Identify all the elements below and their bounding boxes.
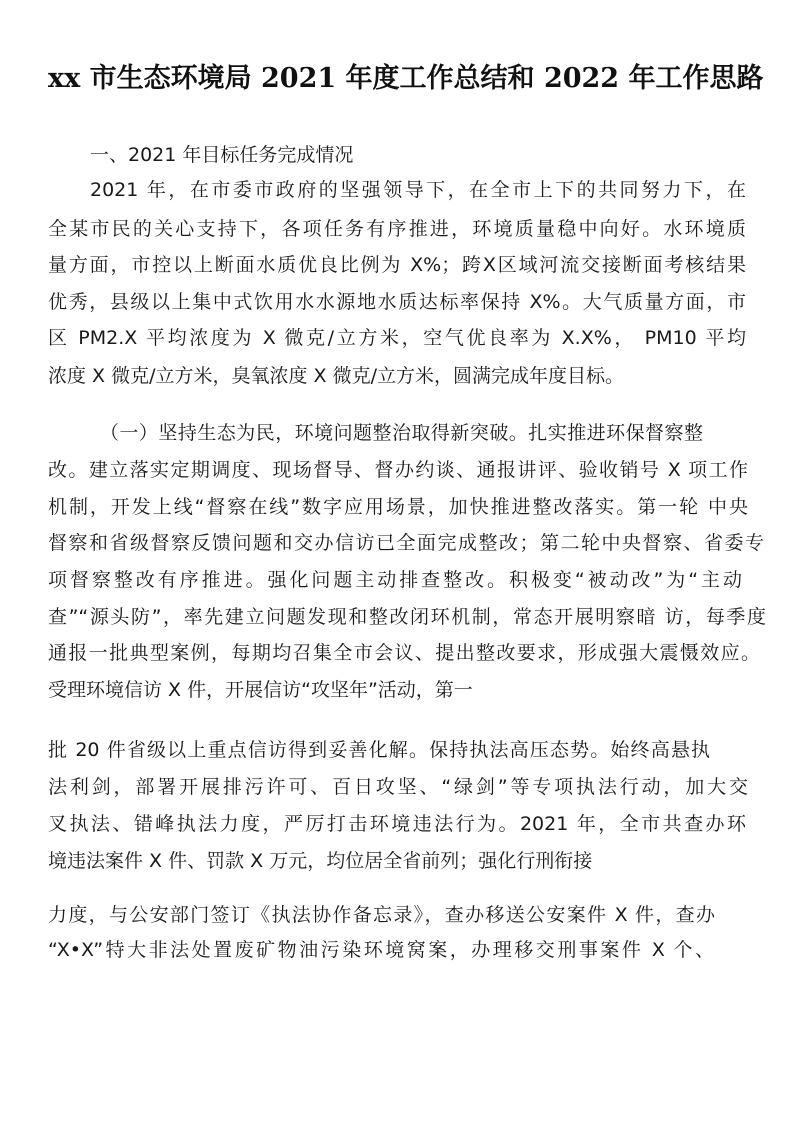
text-line: 法利剑，部署开展排污许可、百日攻坚、“绿剑”等专项执法行动，加大交 (48, 776, 748, 798)
text-line: 2021 年，在市委市政府的坚强领导下，在全市上下的共同努力下，在 (90, 179, 746, 201)
text-line: 改。建立落实定期调度、现场督导、督办约谈、通报讲评、验收销号 X 项工作 (48, 459, 748, 481)
text-line: 量方面，市控以上断面水质优良比例为 X%；跨X区域河流交接断面考核结果 (48, 254, 746, 276)
text-line: “X•X”特大非法处置废矿物油污染环境窝案，办理移交刑事案件 X 个、 (48, 939, 714, 961)
text-line: 境违法案件 X 件、罚款 X 万元，均位居全省前列；强化行刑衔接 (48, 850, 593, 872)
text-line: 区 PM2.X 平均浓度为 X 微克/立方米，空气优良率为 X.X%， PM10 平均 (48, 327, 746, 349)
text-line: 督察和省级督察反馈问题和交办信访已全面完成整改；第二轮中央督察、省委专 (48, 532, 764, 554)
text-line: 力度，与公安部门签订《执法协作备忘录》，查办移送公安案件 X 件，查办 (48, 904, 715, 926)
text-line: 通报一批典型案例，每期均召集全市会议、提出整改要求，形成强大震慑效应。 (48, 642, 760, 664)
text-line: 优秀，县级以上集中式饮用水水源地水质达标率保持 X%。大气质量方面，市 (48, 291, 746, 313)
document-title: xx 市生态环境局 2021 年度工作总结和 2022 年工作思路 (48, 63, 764, 94)
text-line: 机制，开发上线“督察在线”数字应用场景，加快推进整改落实。第一轮 中央 (48, 496, 748, 518)
text-line: 批 20 件省级以上重点信访得到妥善化解。保持执法高压态势。始终高悬执 (48, 739, 710, 761)
text-line: 叉执法、错峰执法力度，严厉打击环境违法行为。2021 年，全市共查办环 (48, 813, 746, 835)
text-line: 全某市民的关心支持下，各项任务有序推进，环境质量稳中向好。水环境质 (48, 218, 746, 240)
text-line: 受理环境信访 X 件，开展信访“攻坚年”活动，第一 (48, 679, 473, 701)
text-line: 项督察整改有序推进。强化问题主动排查整改。积极变“被动改”为“主动 (48, 569, 742, 591)
section-heading: 一、2021 年目标任务完成情况 (90, 144, 354, 166)
subsection-heading: （一）坚持生态为民，环境问题整治取得新突破。扎实推进环保督察整 (100, 422, 703, 444)
text-line: 浓度 X 微克/立方米，臭氧浓度 X 微克/立方米，圆满完成年度目标。 (48, 365, 624, 387)
text-line: 查”“源头防”，率先建立问题发现和整改闭环机制，常态开展明察暗 访，每季度 (48, 606, 766, 628)
